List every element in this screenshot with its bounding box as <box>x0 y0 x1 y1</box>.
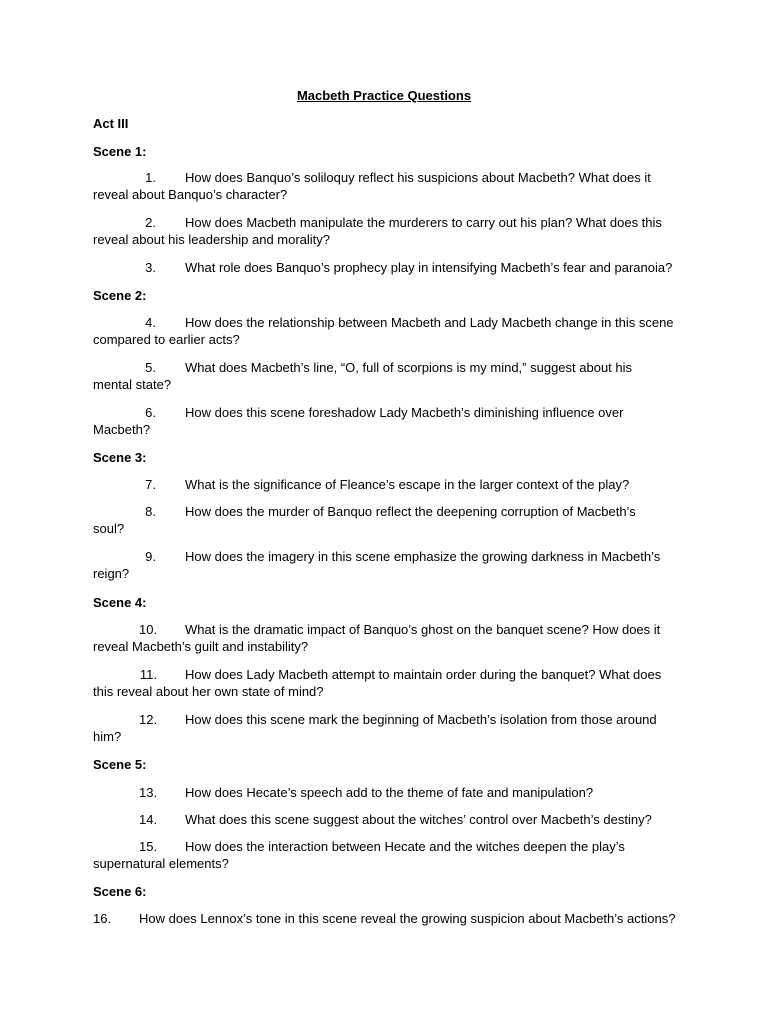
question-item <box>93 666 683 700</box>
question-number: 14. <box>139 812 158 827</box>
question-item <box>93 169 683 203</box>
question-text: How does the murder of Banquo reflect the deepening corruption of Macbeth’s <box>185 504 636 519</box>
question-text: How does the interaction between Hecate and the witches deepen the play’s <box>185 839 625 854</box>
scene-heading: Scene 4: <box>93 595 147 610</box>
question-item <box>93 476 683 493</box>
question-number: 7. <box>145 477 156 492</box>
question-number: 15. <box>139 839 158 854</box>
question-number: 1. <box>145 170 156 185</box>
question-item <box>93 811 683 828</box>
question-text-continued: supernatural elements? <box>93 856 229 871</box>
question-item <box>93 404 683 438</box>
act-heading: Act III <box>93 116 129 131</box>
scene-heading: Scene 6: <box>93 884 147 899</box>
question-number: 5. <box>145 360 156 375</box>
question-item <box>93 784 683 801</box>
question-text-continued: reveal about Banquo’s character? <box>93 187 288 202</box>
question-item <box>93 548 683 582</box>
question-item <box>93 214 683 248</box>
document-title: Macbeth Practice Questions <box>296 88 472 103</box>
question-text: How does Macbeth manipulate the murderers to carry out his plan? What does this <box>185 215 662 230</box>
question-text-continued: reign? <box>93 566 130 581</box>
question-item <box>93 259 683 276</box>
question-number: 6. <box>145 405 156 420</box>
question-number: 11. <box>139 667 157 682</box>
question-item <box>93 838 683 872</box>
question-text: How does this scene foreshadow Lady Macbeth’s diminishing influence over <box>185 405 624 420</box>
question-text: How does the imagery in this scene emphasize the growing darkness in Macbeth’s <box>185 549 661 564</box>
question-number: 8. <box>145 504 156 519</box>
question-text: What is the significance of Fleance’s escape in the larger context of the play? <box>185 477 630 492</box>
question-item <box>93 621 683 655</box>
question-text: What does Macbeth’s line, “O, full of scorpions is my mind,” suggest about his <box>185 360 633 375</box>
question-text-continued: compared to earlier acts? <box>93 332 240 347</box>
question-text-continued: reveal Macbeth’s guilt and instability? <box>93 639 309 654</box>
question-item <box>93 359 683 393</box>
question-text-continued: this reveal about her own state of mind? <box>93 684 324 699</box>
question-text-continued: Macbeth? <box>93 422 151 437</box>
question-text: What is the dramatic impact of Banquo’s ghost on the banquet scene? How does it <box>185 622 661 637</box>
question-text: What does this scene suggest about the witches’ control over Macbeth’s destiny? <box>185 812 652 827</box>
question-text-continued: soul? <box>93 521 125 536</box>
question-number: 3. <box>145 260 156 275</box>
question-text-continued: mental state? <box>93 377 172 392</box>
question-text: How does Lennox’s tone in this scene reveal the growing suspicion about Macbeth’s actions? <box>139 911 676 926</box>
question-number: 4. <box>145 315 156 330</box>
question-item <box>93 503 683 537</box>
question-number: 16. <box>93 911 112 926</box>
question-text: How does this scene mark the beginning of Macbeth’s isolation from those around <box>185 712 657 727</box>
question-text-continued: reveal about his leadership and morality? <box>93 232 331 247</box>
question-item <box>93 711 683 745</box>
question-text-continued: him? <box>93 729 122 744</box>
question-text: How does Lady Macbeth attempt to maintain order during the banquet? What does <box>185 667 662 682</box>
question-number: 12. <box>139 712 158 727</box>
scene-heading: Scene 5: <box>93 757 147 772</box>
question-item <box>93 314 683 348</box>
question-number: 9. <box>145 549 156 564</box>
question-number: 10. <box>139 622 158 637</box>
scene-heading: Scene 2: <box>93 288 147 303</box>
question-text: How does Banquo’s soliloquy reflect his suspicions about Macbeth? What does it <box>185 170 651 185</box>
question-text: How does the relationship between Macbeth and Lady Macbeth change in this scene <box>185 315 674 330</box>
question-number: 13. <box>139 785 158 800</box>
scene-heading: Scene 1: <box>93 144 147 159</box>
scene-heading: Scene 3: <box>93 450 147 465</box>
question-item <box>93 910 683 927</box>
question-text: What role does Banquo’s prophecy play in intensifying Macbeth’s fear and paranoia? <box>185 260 673 275</box>
question-text: How does Hecate’s speech add to the theme of fate and manipulation? <box>185 785 594 800</box>
question-number: 2. <box>145 215 156 230</box>
